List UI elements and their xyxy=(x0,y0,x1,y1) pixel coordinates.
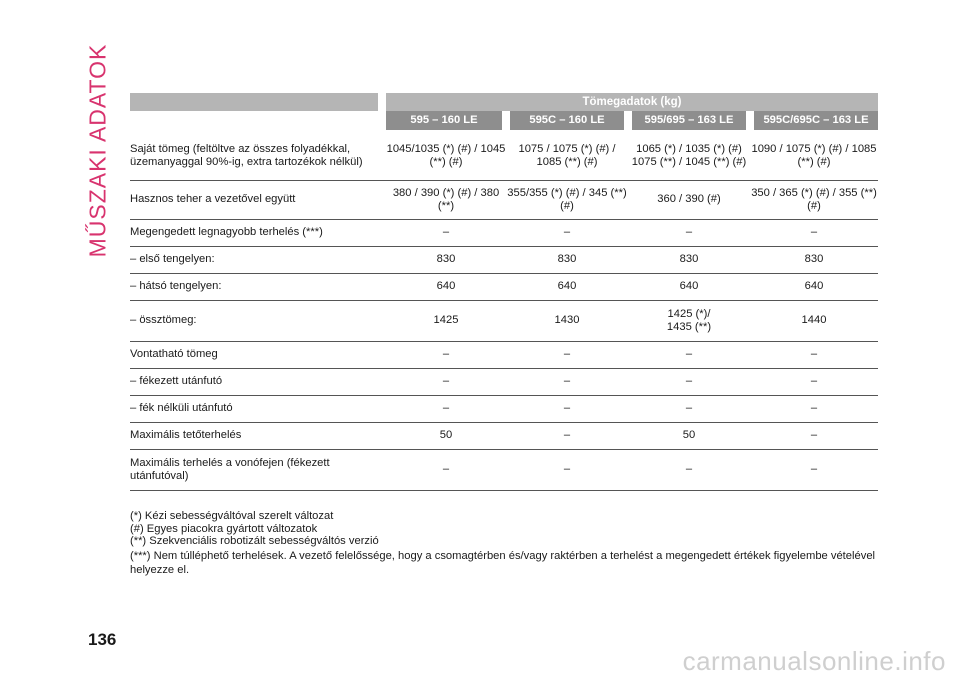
row-label: – hátsó tengelyen: xyxy=(130,273,378,300)
row-label: – fék nélküli utánfutó xyxy=(130,395,378,422)
row-value: 1045/1035 (*) (#) / 1045 (**) (#) xyxy=(386,133,506,180)
row-value: – xyxy=(506,368,628,395)
row-value: – xyxy=(386,449,506,490)
row-value: 360 / 390 (#) xyxy=(628,180,750,219)
row-label: – fékezett utánfutó xyxy=(130,368,378,395)
row-value: – xyxy=(628,341,750,368)
row-value: 1065 (*) / 1035 (*) (#) 1075 (**) / 1045 (**) (#) xyxy=(628,133,750,180)
table-title: Tömegadatok (kg) xyxy=(386,93,878,111)
row-label: – össztömeg: xyxy=(130,300,378,341)
row-label: Maximális terhelés a vonófejen (fékezett utánfutóval) xyxy=(130,449,378,490)
row-value: 640 xyxy=(386,273,506,300)
table-row xyxy=(130,133,878,180)
row-value: – xyxy=(506,395,628,422)
column-header-row xyxy=(130,111,878,130)
row-value: 1440 xyxy=(750,300,878,341)
row-value: 1430 xyxy=(506,300,628,341)
column-header: 595C – 160 LE xyxy=(506,111,628,130)
row-value: – xyxy=(386,219,506,246)
footnote: (**) Szekvenciális robotizált sebességváltós verzió xyxy=(130,535,379,547)
row-value: – xyxy=(628,368,750,395)
table-row xyxy=(130,341,878,368)
row-value: 640 xyxy=(506,273,628,300)
weight-data-table xyxy=(130,93,878,491)
row-value: – xyxy=(506,341,628,368)
table-row xyxy=(130,368,878,395)
page-number: 136 xyxy=(88,630,117,649)
footnotes xyxy=(130,510,878,577)
row-value: – xyxy=(750,219,878,246)
row-label: Saját tömeg (feltöltve az összes folyadékkal, üzemanyaggal 90%-ig, extra tartozékok nélkül) xyxy=(130,133,378,180)
row-value: 640 xyxy=(750,273,878,300)
row-value: – xyxy=(386,341,506,368)
table-row xyxy=(130,300,878,341)
footnote: (*) Kézi sebességváltóval szerelt változat xyxy=(130,510,334,522)
row-value: – xyxy=(506,219,628,246)
row-value: 1090 / 1075 (*) (#) / 1085 (**) (#) xyxy=(750,133,878,180)
row-label: Maximális tetőterhelés xyxy=(130,422,378,449)
row-value: – xyxy=(750,368,878,395)
table-row xyxy=(130,449,878,490)
table-row xyxy=(130,422,878,449)
table-row xyxy=(130,395,878,422)
section-title xyxy=(84,43,112,257)
row-value: – xyxy=(386,395,506,422)
row-value: 1425 xyxy=(386,300,506,341)
row-value: – xyxy=(506,449,628,490)
table-header-row xyxy=(130,93,878,111)
header-blank-cell xyxy=(130,93,378,111)
row-value: – xyxy=(750,395,878,422)
row-value: – xyxy=(628,395,750,422)
row-value: 50 xyxy=(386,422,506,449)
row-value: – xyxy=(750,422,878,449)
column-header: 595C/695C – 163 LE xyxy=(750,111,878,130)
row-value: 830 xyxy=(628,246,750,273)
row-value: – xyxy=(506,422,628,449)
row-value: 355/355 (*) (#) / 345 (**) (#) xyxy=(506,180,628,219)
row-value: 50 xyxy=(628,422,750,449)
row-value: 1425 (*)/ 1435 (**) xyxy=(628,300,750,341)
row-value: 350 / 365 (*) (#) / 355 (**) (#) xyxy=(750,180,878,219)
row-value: 830 xyxy=(506,246,628,273)
row-value: – xyxy=(750,449,878,490)
section-title-text: MŰSZAKI ADATOK xyxy=(84,43,111,257)
table-row xyxy=(130,273,878,300)
table-row xyxy=(130,180,878,219)
table-row xyxy=(130,219,878,246)
row-value: 640 xyxy=(628,273,750,300)
watermark: carmanualsonline.info xyxy=(682,646,946,676)
row-value: 830 xyxy=(750,246,878,273)
row-label: Hasznos teher a vezetővel együtt xyxy=(130,180,378,219)
row-label: – első tengelyen: xyxy=(130,246,378,273)
column-header: 595 – 160 LE xyxy=(386,111,506,130)
row-value: – xyxy=(386,368,506,395)
footnote: (***) Nem túlléphető terhelések. A vezető felelőssége, hogy a csomagtérben és/vagy raktérben a terhelést a megengedett értékek figyelembe vételével helyezze el. xyxy=(130,549,876,576)
row-value: – xyxy=(628,449,750,490)
row-value: 380 / 390 (*) (#) / 380 (**) xyxy=(386,180,506,219)
row-value: – xyxy=(628,219,750,246)
column-header: 595/695 – 163 LE xyxy=(628,111,750,130)
row-label: Megengedett legnagyobb terhelés (***) xyxy=(130,219,378,246)
row-value: 1075 / 1075 (*) (#) / 1085 (**) (#) xyxy=(506,133,628,180)
row-value: 830 xyxy=(386,246,506,273)
row-label: Vontatható tömeg xyxy=(130,341,378,368)
row-value: – xyxy=(750,341,878,368)
footnote: (#) Egyes piacokra gyártott változatok xyxy=(130,522,318,535)
table-row xyxy=(130,246,878,273)
